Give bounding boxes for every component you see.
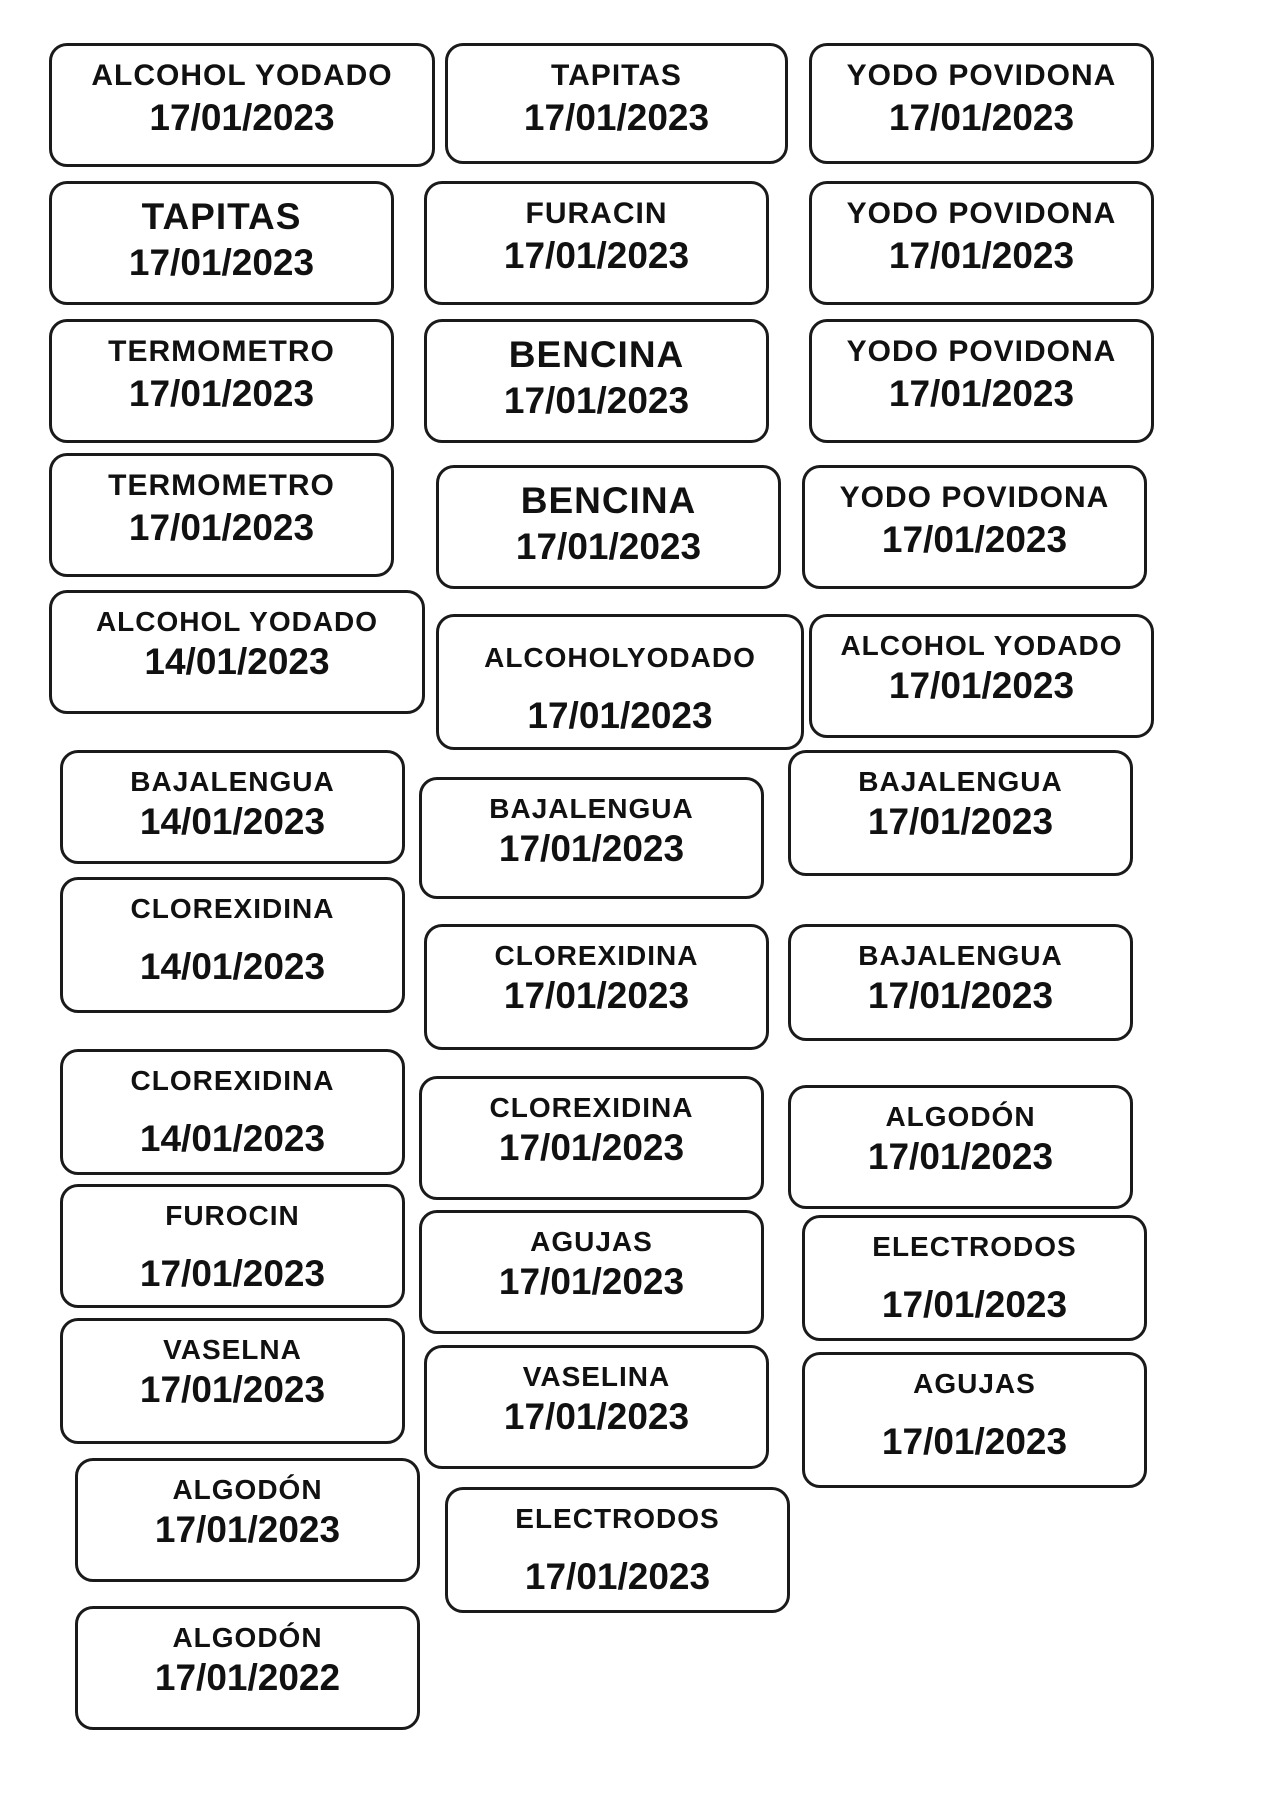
label-card	[49, 181, 394, 305]
label-name: YODO POVIDONA	[846, 197, 1117, 230]
label-card	[802, 1352, 1147, 1488]
label-card	[424, 1345, 769, 1469]
label-name: VASELINA	[522, 1361, 671, 1392]
label-name: AGUJAS	[530, 1226, 653, 1257]
label-card	[809, 181, 1154, 305]
label-card	[49, 43, 435, 167]
label-card	[436, 465, 781, 589]
label-card	[809, 614, 1154, 738]
label-name: YODO POVIDONA	[846, 335, 1117, 368]
label-date: 17/01/2023	[888, 234, 1075, 276]
label-card	[49, 319, 394, 443]
label-name: CLOREXIDINA	[130, 893, 335, 924]
label-name: BENCINA	[520, 480, 697, 521]
label-name: BAJALENGUA	[489, 793, 694, 824]
label-card	[60, 1318, 405, 1444]
label-date: 17/01/2023	[128, 506, 315, 548]
label-date: 17/01/2023	[154, 1509, 341, 1551]
label-card	[60, 1049, 405, 1175]
label-name: BAJALENGUA	[858, 940, 1063, 971]
label-name: ALGODÓN	[172, 1474, 323, 1505]
label-date: 17/01/2023	[867, 801, 1054, 843]
label-name: TERMOMETRO	[108, 335, 335, 368]
label-card	[75, 1606, 420, 1730]
label-card	[436, 614, 804, 750]
label-card	[424, 924, 769, 1050]
label-date: 17/01/2023	[498, 1261, 685, 1303]
label-name: ALGODÓN	[885, 1101, 1036, 1132]
label-name: ALCOHOL YODADO	[95, 606, 379, 637]
label-card	[49, 453, 394, 577]
label-card	[60, 877, 405, 1013]
label-name: BAJALENGUA	[858, 766, 1063, 797]
label-name: FURACIN	[525, 197, 668, 230]
label-name: ALCOHOL YODADO	[91, 59, 393, 92]
label-date: 17/01/2023	[527, 695, 713, 737]
label-name: ALCOHOL YODADO	[840, 630, 1123, 661]
label-date: 17/01/2023	[503, 234, 690, 276]
label-date: 17/01/2023	[139, 1253, 326, 1295]
label-name: YODO POVIDONA	[839, 481, 1110, 514]
label-card	[75, 1458, 420, 1582]
label-date: 17/01/2023	[867, 1136, 1054, 1178]
label-date: 17/01/2023	[515, 525, 702, 567]
label-date: 17/01/2023	[503, 975, 690, 1017]
label-card	[809, 43, 1154, 164]
label-card	[445, 43, 788, 164]
label-card	[60, 750, 405, 864]
label-name: ALGODÓN	[172, 1622, 323, 1653]
label-name: BAJALENGUA	[130, 766, 335, 797]
label-date: 17/01/2023	[524, 1556, 711, 1598]
label-card	[419, 1210, 764, 1334]
label-name: ALCOHOLYODADO	[484, 642, 756, 673]
label-date: 17/01/2023	[881, 1284, 1068, 1326]
label-card	[419, 777, 764, 899]
label-name: ELECTRODOS	[872, 1231, 1077, 1262]
label-card	[60, 1184, 405, 1308]
label-date: 17/01/2023	[503, 1396, 690, 1438]
label-name: CLOREXIDINA	[130, 1065, 335, 1096]
label-date: 17/01/2023	[867, 975, 1054, 1017]
label-date: 17/01/2023	[128, 241, 315, 283]
label-card	[802, 465, 1147, 589]
label-date: 17/01/2023	[503, 379, 690, 421]
label-date: 17/01/2023	[498, 1127, 685, 1169]
label-date: 17/01/2023	[888, 665, 1075, 707]
label-card	[788, 924, 1133, 1041]
label-date: 14/01/2023	[139, 946, 326, 988]
label-name: FUROCIN	[165, 1200, 300, 1231]
label-name: TAPITAS	[551, 59, 682, 92]
label-card	[809, 319, 1154, 443]
label-card	[49, 590, 425, 714]
label-card	[788, 1085, 1133, 1209]
label-name: VASELNA	[163, 1334, 302, 1365]
label-card	[424, 319, 769, 443]
label-name: CLOREXIDINA	[489, 1092, 694, 1123]
label-date: 17/01/2023	[523, 96, 710, 138]
label-name: YODO POVIDONA	[846, 59, 1117, 92]
label-date: 17/01/2023	[881, 518, 1068, 560]
label-date: 17/01/2023	[149, 96, 335, 138]
label-name: BENCINA	[508, 334, 685, 375]
label-card	[445, 1487, 790, 1613]
label-date: 17/01/2023	[881, 1421, 1068, 1463]
label-date: 17/01/2023	[139, 1369, 326, 1411]
label-date: 17/01/2023	[498, 828, 685, 870]
label-name: CLOREXIDINA	[494, 940, 699, 971]
label-date: 17/01/2023	[888, 96, 1075, 138]
label-card	[419, 1076, 764, 1200]
label-date: 17/01/2023	[128, 372, 315, 414]
label-card	[424, 181, 769, 305]
label-name: ELECTRODOS	[515, 1503, 720, 1534]
label-name: TAPITAS	[141, 196, 302, 237]
label-name: AGUJAS	[913, 1368, 1036, 1399]
label-card	[802, 1215, 1147, 1341]
label-date: 14/01/2023	[139, 1118, 326, 1160]
label-date: 14/01/2023	[139, 801, 326, 843]
label-date: 17/01/2023	[888, 372, 1075, 414]
label-date: 17/01/2022	[154, 1657, 341, 1699]
label-name: TERMOMETRO	[108, 469, 335, 502]
label-date: 14/01/2023	[144, 641, 330, 683]
label-card	[788, 750, 1133, 876]
